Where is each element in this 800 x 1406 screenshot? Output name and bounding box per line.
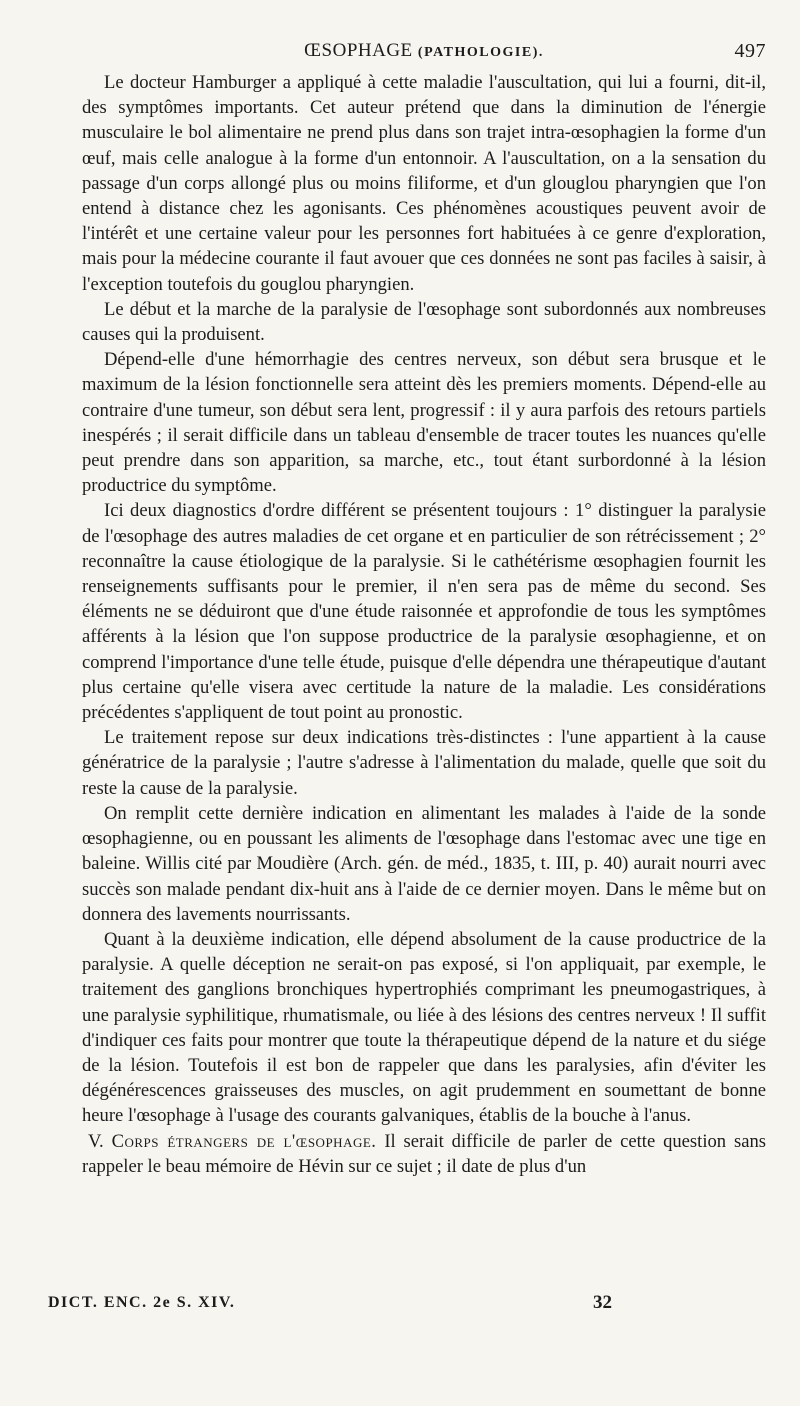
paragraph-deuxieme-indication: Quant à la deuxième indication, elle dépend absolument de la cause productrice de la paralysie. A quelle déception ne serait-on pas exposé, si l'on appliquait, par exemple, le traitement des ganglions bronchiques hypertrophiés comprimant les pneumogastriques, à une paralysie syphilitique, rhumatismale, ou liée à des lésions des centres nerveux ! Il suffit d'indiquer ces faits pour montrer que toute la thérapeutique dépend de la nature et du siége de la lésion. Toutefois il est bon de rappeler que dans les paralysies, afin d'éviter les dégénérescences graisseuses des muscles, on agit prudemment en soumettant de bonne heure l'œsophage à l'usage des courants galvaniques, établis de la bouche à l'anus. xyxy=(82,928,766,1127)
paragraph-diagnostics: Ici deux diagnostics d'ordre différent se présentent toujours : 1° distinguer la paralysie de l'œsophage des autres maladies de cet organe et en particulier de son rétrécissement ; 2° reconnaître la cause étiologique de la paralysie. Si le cathétérisme œsophagien fournit les renseignements suffisants pour le premier, il n'en sera pas de même du second. Ses éléments ne se déduiront que d'une étude raisonnée et approfondie de tous les symptômes afférents à la lésion que l'on suppose productrice de la paralysie œsophagienne, et on comprend l'importance d'une telle étude, puisque d'elle dépendra une thérapeutique d'autant plus certaine qu'elle visera avec certitude la nature de la maladie. Les considérations précédentes s'appliquent de tout point au pronostic. xyxy=(82,500,766,724)
section-corps-etrangers xyxy=(82,1129,766,1179)
page-number: 497 xyxy=(734,40,766,62)
header-subtitle: (PATHOLOGIE). xyxy=(417,45,544,60)
running-header xyxy=(82,40,766,70)
paragraph-hemorrhagie: Dépend-elle d'une hémorrhagie des centres nerveux, son début sera brusque et le maximum de la lésion fonctionnelle sera atteint dès les premiers moments. Dépend-elle au contraire d'une tumeur, son début sera lent, progressif : il y aura parfois des retours partiels inespérés ; il serait difficile dans un tableau d'ensemble de tracer toutes les nuances qu'elle peut prendre dans son apparition, sa marche, etc., tout étant surbordonné à la lésion productrice du symptôme. xyxy=(82,349,766,497)
paragraph-alimentation: On remplit cette dernière indication en alimentant les malades à l'aide de la sonde œsophagienne, ou en poussant les aliments de l'œsophage dans l'estomac avec une tige en baleine. Willis cité par Moudière (Arch. gén. de méd., 1835, t. III, p. 40) aurait nourri avec succès son malade pendant dix-huit ans à l'aide de ce dernier moyen. Dans le même but on donnera des lavements nourrissants. xyxy=(82,802,766,925)
body-text xyxy=(82,70,766,1179)
section-title: Corps étrangers de l'œsophage. xyxy=(111,1130,377,1152)
section-number: V. xyxy=(88,1130,104,1152)
header-title: ŒSOPHAGE xyxy=(304,40,413,61)
signature-mark: DICT. ENC. 2e S. XIV. xyxy=(48,1294,236,1311)
header-title-line xyxy=(82,40,766,62)
section-text: Il serait difficile de parler de cette question sans rappeler le beau mémoire de Hévin sur ce sujet ; il date de plus d'un xyxy=(82,1130,766,1177)
page xyxy=(82,40,766,1179)
sheet-number: 32 xyxy=(593,1292,612,1313)
paragraph-debut-marche: Le début et la marche de la paralysie de l'œsophage sont subordonnés aux nombreuses causes qui la produisent. xyxy=(82,298,766,346)
paragraph-auscultation: Le docteur Hamburger a appliqué à cette maladie l'auscultation, qui lui a fourni, dit-il, des symptômes importants. Cet auteur prétend que dans la diminution de l'énergie musculaire le bol alimentaire ne prend plus dans son trajet intra-œsophagien la forme d'un œuf, mais celle analogue à la forme d'un entonnoir. A l'auscultation, on a la sensation du passage d'un corps allongé plus ou moins filiforme, et d'un glouglou pharyngien que l'on entend à distance chez les agonisants. Ces phénomènes acoustiques peuvent avoir de l'intérêt et une certaine valeur pour les personnes fort habituées à ce genre d'exploration, mais pour la médecine courante il faut avouer que ces données ne sont pas faciles à saisir, à l'exception toutefois du gouglou pharyngien. xyxy=(82,72,766,295)
paragraph-traitement: Le traitement repose sur deux indications très-distinctes : l'une appartient à la cause génératrice de la paralysie ; l'autre s'adresse à l'alimentation du malade, quelle que soit du reste la cause de la paralysie. xyxy=(82,727,766,799)
